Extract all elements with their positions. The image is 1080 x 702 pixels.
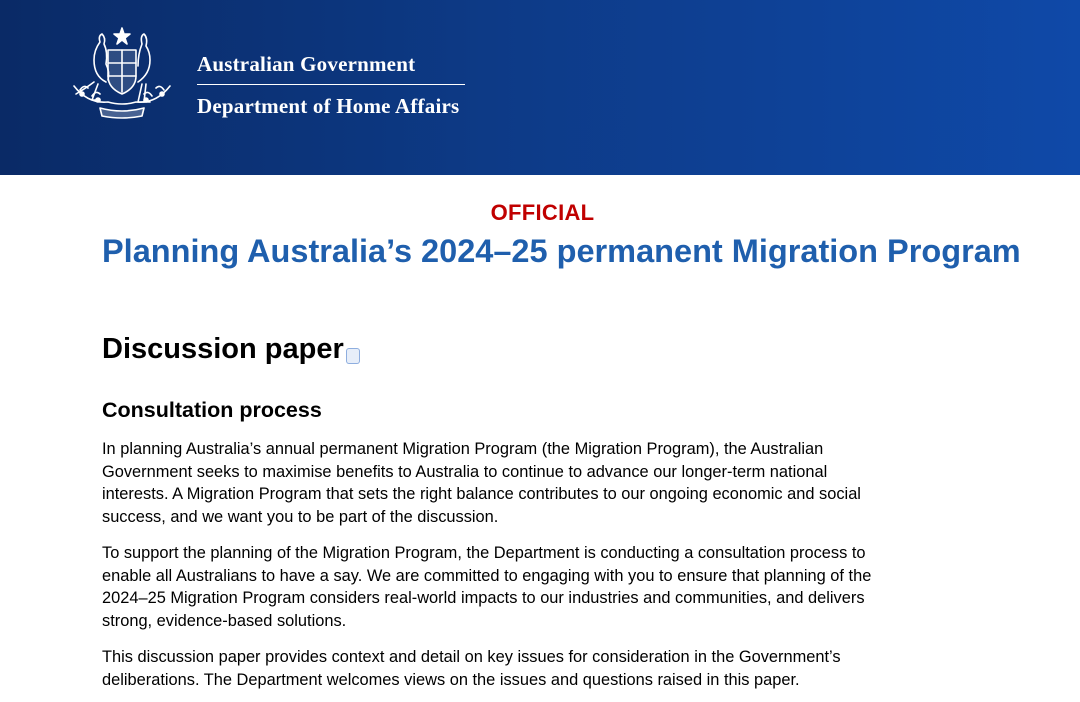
paragraph-line: 2024–25 Migration Program considers real-world impacts to our industries and communities, and delivers xyxy=(102,589,865,607)
paragraph-3 xyxy=(102,646,982,691)
header-divider xyxy=(197,84,465,85)
paragraph-line: success, and we want you to be part of the discussion. xyxy=(102,507,499,526)
paragraph-2 xyxy=(102,542,982,632)
paragraph-line: enable all Australians to have a say. We are committed to engaging with you to ensure that planning of the xyxy=(102,566,872,585)
paragraph-line: To support the planning of the Migration Program, the Department is conducting a consultation process to xyxy=(102,544,866,562)
paragraph-line: This discussion paper provides context and detail on key issues for consideration in the Government’s xyxy=(102,648,841,666)
paragraph-1 xyxy=(102,438,982,528)
header-banner xyxy=(0,0,1080,175)
paragraph-line: Government seeks to maximise benefits to Australia to continue to advance our longer-term national xyxy=(102,462,828,481)
paragraph-line: interests. A Migration Program that sets the right balance contributes to our ongoing economic and social xyxy=(102,485,861,503)
paragraph-line: strong, evidence-based solutions. xyxy=(102,611,347,630)
organisation-name: Australian Government xyxy=(197,52,416,76)
paragraph-line: In planning Australia’s annual permanent Migration Program (the Migration Program), the Australian xyxy=(102,440,824,458)
paragraph-line: deliberations. The Department welcomes views on the issues and questions raised in this paper. xyxy=(102,670,800,689)
department-name: Department of Home Affairs xyxy=(197,94,460,118)
classification-marking: OFFICIAL xyxy=(490,200,595,225)
section-heading: Consultation process xyxy=(102,398,322,422)
commonwealth-coat-of-arms-icon xyxy=(58,24,186,120)
document-subtitle: Discussion paper xyxy=(102,333,344,365)
document-title: Planning Australia’s 2024–25 permanent Migration Program xyxy=(102,233,1021,269)
text-cursor-icon xyxy=(346,348,360,364)
